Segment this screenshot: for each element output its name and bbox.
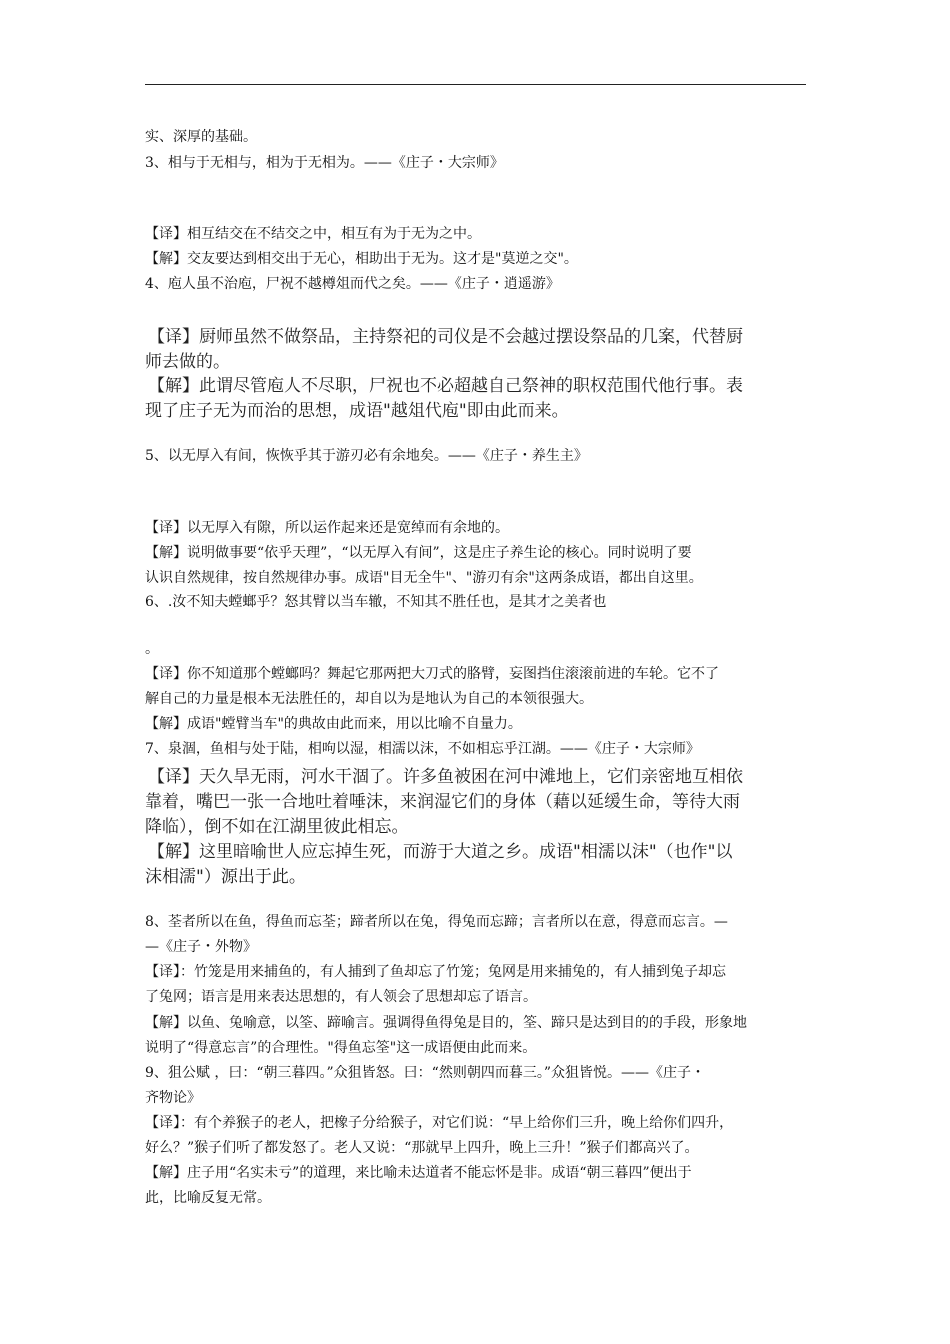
text-line: 【解】此谓尽管庖人不尽职，尸祝也不必超越自己祭神的职权范围代他行事。表 (148, 376, 743, 396)
text-line: —《庄子・外物》 (145, 939, 257, 955)
text-line: 降临），倒不如在江湖里彼此相忘。 (145, 817, 409, 837)
text-line: 【解】庄子用“名实未亏”的道理，来比喻未达道者不能忘怀是非。成语“朝三暮四”便出于 (145, 1165, 692, 1181)
text-line: 【解】这里暗喻世人应忘掉生死，而游于大道之乡。成语"相濡以沫"（也作"以 (148, 842, 733, 862)
text-line: 7、泉涸，鱼相与处于陆，相呴以湿，相濡以沫，不如相忘乎江湖。——《庄子・大宗师》 (145, 741, 700, 757)
text-line: 了兔网；语言是用来表达思想的，有人领会了思想却忘了语言。 (145, 989, 537, 1005)
text-line: 师去做的。 (145, 352, 230, 372)
text-line: 8、荃者所以在鱼，得鱼而忘荃；蹄者所以在兔，得兔而忘蹄；言者所以在意，得意而忘言。— (145, 914, 728, 930)
text-line: 靠着，嘴巴一张一合地吐着唾沫，来润湿它们的身体（藉以延缓生命，等待大雨 (145, 792, 740, 812)
text-line: 现了庄子无为而治的思想，成语"越俎代庖"即由此而来。 (145, 401, 569, 421)
text-line: 【译】：有个养猴子的老人，把橡子分给猴子，对它们说：“早上给你们三升，晚上给你们四升， (145, 1115, 734, 1131)
text-line: 解自己的力量是根本无法胜任的，却自以为是地认为自己的本领很强大。 (145, 691, 593, 707)
text-line: 此，比喻反复无常。 (145, 1190, 271, 1206)
text-line: 【解】以鱼、兔喻意，以筌、蹄喻言。强调得鱼得兔是目的，筌、蹄只是达到目的的手段，形象地 (145, 1015, 747, 1031)
text-line: 5、以无厚入有间，恢恢乎其于游刃必有余地矣。——《庄子・养生主》 (145, 448, 588, 464)
text-line: 3、相与于无相与，相为于无相为。——《庄子・大宗师》 (145, 155, 504, 171)
text-line: 说明了“得意忘言”的合理性。"得鱼忘筌"这一成语便由此而来。 (145, 1040, 537, 1056)
text-line: 认识自然规律，按自然规律办事。成语"目无全牛"、"游刃有余"这两条成语，都出自这里。 (145, 570, 703, 586)
text-line: 实、深厚的基础。 (145, 129, 257, 145)
text-line: 【解】交友要达到相交出于无心，相助出于无为。这才是"莫逆之交"。 (145, 251, 578, 267)
text-line: 【译】：竹笼是用来捕鱼的，有人捕到了鱼却忘了竹笼；兔网是用来捕兔的，有人捕到兔子却忘 (145, 964, 726, 980)
text-line: 【解】说明做事要“依乎天理”，“以无厚入有间”，这是庄子养生论的核心。同时说明了要 (145, 545, 692, 561)
text-line: 沫相濡"）源出于此。 (145, 867, 306, 887)
text-line: 【译】相互结交在不结交之中，相互有为于无为之中。 (145, 226, 481, 242)
text-line: 6、.汝不知夫螳螂乎？怒其臂以当车辙，不知其不胜任也，是其才之美者也 (145, 594, 607, 610)
text-line: 。 (145, 641, 159, 657)
text-line: 【解】成语"螳臂当车"的典故由此而来，用以比喻不自量力。 (145, 716, 522, 732)
text-line: 好么？”猴子们听了都发怒了。老人又说：“那就早上四升，晚上三升！”猴子们都高兴了。 (145, 1140, 699, 1156)
header-rule (145, 84, 806, 85)
text-line: 9、狙公赋 ，曰：“朝三暮四。”众狙皆怒。曰：“然则朝四而暮三。”众狙皆悦。——《庄子・ (145, 1065, 705, 1081)
text-line: 【译】以无厚入有隙，所以运作起来还是宽绰而有余地的。 (145, 520, 509, 536)
text-line: 齐物论》 (145, 1090, 201, 1106)
text-line: 【译】厨师虽然不做祭品，主持祭祀的司仪是不会越过摆设祭品的几案，代替厨 (148, 327, 743, 347)
text-line: 【译】你不知道那个螳螂吗？舞起它那两把大刀式的胳臂，妄图挡住滚滚前进的车轮。它不了 (145, 666, 719, 682)
text-line: 【译】天久旱无雨，河水干涸了。许多鱼被困在河中滩地上，它们亲密地互相依 (148, 767, 743, 787)
text-line: 4、庖人虽不治庖，尸祝不越樽俎而代之矣。——《庄子・逍遥游》 (145, 276, 560, 292)
